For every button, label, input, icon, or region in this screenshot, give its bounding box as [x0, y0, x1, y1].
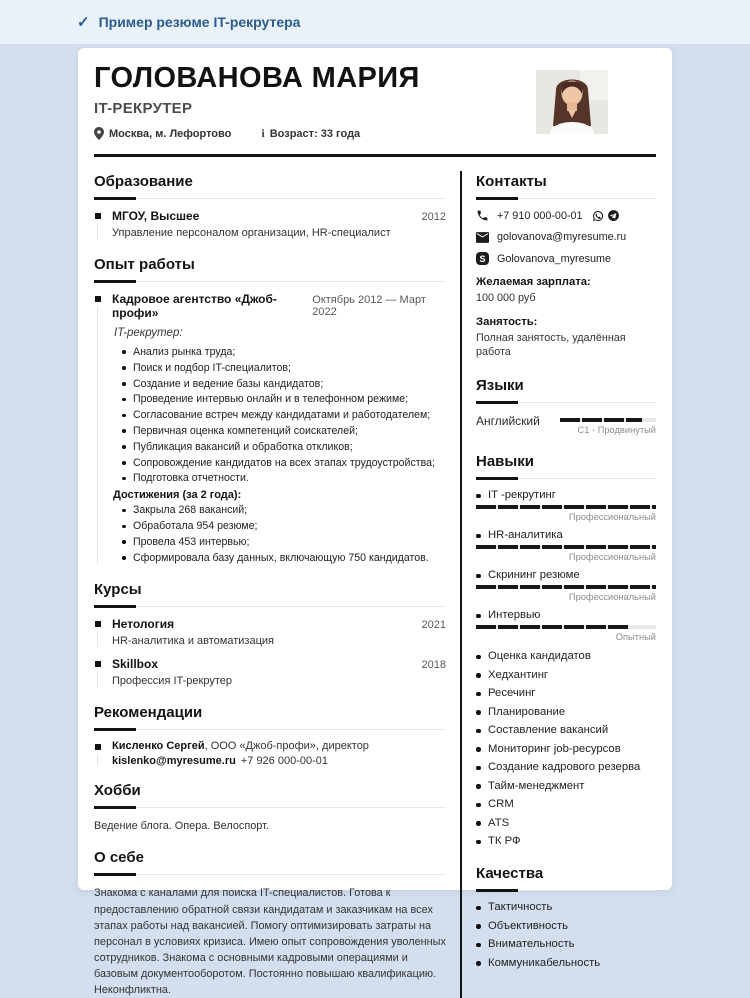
course-name: Skillbox: [112, 657, 159, 672]
skill-bar-track: [476, 585, 656, 589]
education-item: [94, 209, 446, 241]
achievement-item: Сформировала базу данных, включающую 750 кандидатов.: [122, 551, 446, 566]
courses-list: [94, 617, 446, 690]
skill-item: [476, 609, 656, 642]
hobby-title: Хобби: [94, 782, 446, 808]
quality-item: Объективность: [476, 920, 656, 932]
rated-skills-list: [476, 489, 656, 642]
skill-name: IT -рекрутинг: [476, 489, 656, 501]
achievements-title: Достижения (за 2 года):: [113, 489, 242, 502]
location-pin-icon: [94, 127, 104, 140]
skill-tag: Составление вакансий: [476, 724, 656, 736]
square-bullet: [95, 621, 101, 627]
skill-tag: ATS: [476, 817, 656, 829]
square-bullet: [95, 213, 101, 219]
about-text: Знакома с каналами для поиска IT-специалистов. Готова к предоставлению обратной связи кандидатам и заказчикам на всех этапах работы над вакансией. Помогу оптимизировать затраты на персонал в условиях кризиса. Имею опыт сопровождения уволенных сотрудников. Знакома с основными кадровыми операциями и базовым документооборотом. Постоянно повышаю квалификацию. Неконфликтна.: [94, 887, 446, 997]
section-languages: [476, 377, 656, 435]
experience-item: [94, 292, 446, 566]
company-name: Кадровое агентство «Джоб-профи»: [112, 291, 277, 320]
referee-name: Кисленко Сергей: [112, 740, 205, 753]
referee-info: , ООО «Джоб-профи», директор: [204, 740, 369, 753]
course-item: [94, 617, 446, 649]
skill-level: Профессиональный: [568, 592, 656, 603]
language-name: Английский: [476, 414, 540, 429]
job-role: IT-рекрутер:: [114, 326, 183, 339]
section-hobby: [94, 782, 446, 834]
section-courses: [94, 581, 446, 690]
duties-list: [122, 345, 446, 486]
skill-tag: Мониторинг job-ресурсов: [476, 743, 656, 755]
email-address[interactable]: golovanova@myresume.ru: [497, 231, 627, 243]
language-level: C1 - Продвинутый: [577, 425, 656, 436]
duty-item: Публикация вакансий и обработка откликов;: [122, 440, 446, 455]
quality-item: Коммуникабельность: [476, 957, 656, 969]
skill-item: [476, 529, 656, 562]
square-bullet: [95, 744, 101, 750]
course-desc: Профессия IT-рекрутер: [112, 675, 232, 688]
skill-bar-track: [476, 545, 656, 549]
phone-icon: [476, 209, 489, 222]
courses-title: Курсы: [94, 581, 446, 607]
skill-bar-track: [476, 625, 656, 629]
skill-item: [476, 569, 656, 602]
duty-item: Согласование встреч между кандидатами и работодателем;: [122, 408, 446, 423]
qualities-title: Качества: [476, 865, 656, 891]
topbar: [0, 0, 750, 44]
course-year: 2018: [421, 659, 446, 672]
skill-tag: ТК РФ: [476, 835, 656, 847]
right-column: [462, 171, 656, 998]
skill-tag: Хедхантинг: [476, 669, 656, 681]
about-title: О себе: [94, 849, 446, 875]
education-title: Образование: [94, 173, 446, 199]
duty-item: Создание и ведение базы кандидатов;: [122, 377, 446, 392]
location-text: Москва, м. Лефортово: [109, 127, 232, 140]
skills-tag-list: [476, 650, 656, 847]
contact-phone-row: [476, 209, 656, 222]
email-icon: [476, 232, 489, 243]
skill-tag: Ресечинг: [476, 687, 656, 699]
employment-value: Полная занятость, удалённая работа: [476, 332, 626, 359]
location-row: [94, 127, 231, 140]
section-recommendations: [94, 704, 446, 767]
skills-title: Навыки: [476, 453, 656, 479]
contact-email-row: [476, 231, 656, 243]
whatsapp-icon[interactable]: [592, 210, 604, 222]
section-contacts: [476, 173, 656, 359]
course-year: 2021: [421, 618, 446, 631]
contacts-title: Контакты: [476, 173, 656, 199]
skill-item: [476, 489, 656, 522]
skill-bar-fill: [476, 545, 656, 549]
resume-card: [78, 48, 672, 997]
duty-item: Подготовка отчетности.: [122, 471, 446, 486]
language-bar-fill: [560, 418, 642, 422]
duty-item: Анализ рынка труда;: [122, 345, 446, 360]
course-item: [94, 657, 446, 689]
section-skills: [476, 453, 656, 847]
salary-label: Желаемая зарплата:: [476, 276, 591, 288]
referee-email[interactable]: kislenko@myresume.ru: [112, 755, 236, 768]
education-list: [94, 209, 446, 241]
skill-tag: Создание кадрового резерва: [476, 761, 656, 773]
skill-tag: Планирование: [476, 706, 656, 718]
telegram-icon[interactable]: [607, 209, 620, 222]
contact-skype-row: [476, 252, 656, 265]
duty-item: Поиск и подбор IT-специалитов;: [122, 361, 446, 376]
resume-body: [94, 171, 656, 998]
age-text: Возраст: 33 года: [269, 127, 361, 140]
section-education: [94, 173, 446, 241]
section-about: [94, 849, 446, 998]
experience-title: Опыт работы: [94, 256, 446, 282]
achievement-item: Провела 453 интервью;: [122, 535, 446, 550]
skill-tag: Оценка кандидатов: [476, 650, 656, 662]
skill-bar-track: [476, 505, 656, 509]
resume-header: [94, 62, 656, 157]
square-bullet: [95, 296, 101, 302]
language-item: [476, 413, 656, 435]
duty-item: Проведение интервью онлайн и в телефонном режиме;: [122, 392, 446, 407]
duty-item: Сопровождение кандидатов на всех этапах трудоустройства;: [122, 456, 446, 471]
skill-level: Профессиональный: [568, 552, 656, 563]
topbar-title: Пример резюме IT-рекрутера: [98, 14, 301, 30]
hobby-text: Ведение блога. Опера. Велоспорт.: [94, 820, 269, 833]
skill-name: HR-аналитика: [476, 529, 656, 541]
section-qualities: [476, 865, 656, 969]
salary-value: 100 000 руб: [476, 292, 536, 304]
skill-name: Скрининг резюме: [476, 569, 656, 581]
skill-tag: Тайм-менеджмент: [476, 780, 656, 792]
check-icon: ✓: [77, 14, 90, 31]
skill-level: Профессиональный: [568, 512, 656, 523]
referee-phone: +7 926 000-00-01: [240, 755, 329, 768]
skype-login[interactable]: Golovanova_myresume: [497, 252, 612, 265]
education-desc: Управление персоналом организации, HR-специалист: [112, 227, 391, 239]
recommendations-title: Рекомендации: [94, 704, 446, 730]
info-icon: i: [261, 126, 265, 140]
skill-bar-fill: [476, 625, 629, 629]
skill-tag: CRM: [476, 798, 656, 810]
achievement-item: Закрыла 268 вакансий;: [122, 503, 446, 518]
skill-bar-fill: [476, 505, 656, 509]
recommendation-item: [94, 740, 446, 767]
square-bullet: [95, 661, 101, 667]
duty-item: Первичная оценка компетенций соискателей;: [122, 424, 446, 439]
skill-bar-fill: [476, 585, 656, 589]
age-row: [261, 126, 360, 141]
skill-name: Интервью: [476, 609, 656, 621]
profile-photo: [536, 70, 608, 134]
person-name: ГОЛОВАНОВА МАРИЯ: [94, 62, 420, 94]
left-column: [94, 171, 460, 998]
phone-number[interactable]: +7 910 000-00-01: [497, 209, 583, 222]
achievements-list: [122, 503, 446, 565]
skill-level: Опытный: [615, 632, 656, 643]
quality-item: Тактичность: [476, 901, 656, 913]
person-position: IT-РЕКРУТЕР: [94, 100, 193, 117]
languages-list: [476, 413, 656, 435]
course-name: Нетология: [112, 616, 175, 631]
achievement-item: Обработала 954 резюме;: [122, 519, 446, 534]
section-experience: [94, 256, 446, 566]
education-year: 2012: [421, 211, 446, 223]
language-bar-track: [560, 418, 656, 422]
course-desc: HR-аналитика и автоматизация: [112, 634, 274, 647]
qualities-list: [476, 901, 656, 969]
education-name: МГОУ, Высшее: [112, 209, 200, 223]
skype-icon: S: [476, 252, 489, 265]
languages-title: Языки: [476, 377, 656, 403]
employment-label: Занятость:: [476, 316, 538, 329]
quality-item: Внимательность: [476, 938, 656, 950]
work-period: Октябрь 2012 — Март 2022: [312, 293, 426, 318]
